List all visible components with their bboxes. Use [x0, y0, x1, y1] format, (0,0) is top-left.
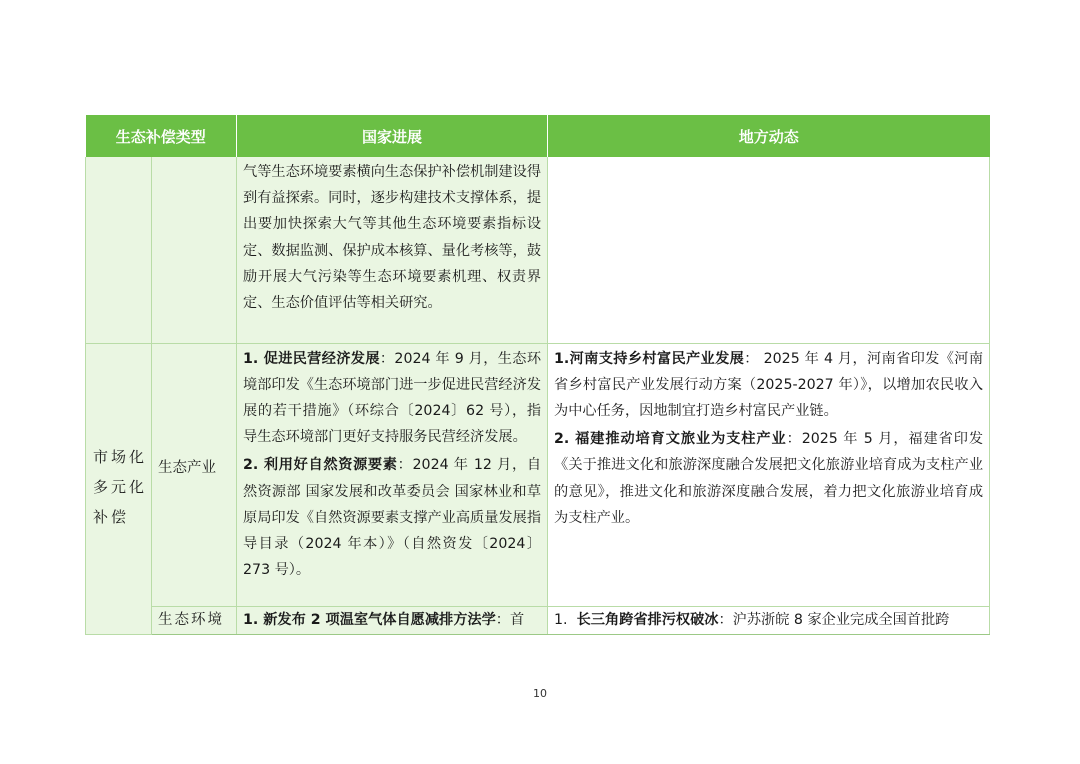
- national-item-1-body: ：2024 年 9 月，生态环境部印发《生态环境部门进一步促进民营经济发展的若干措施》（环综合〔2024〕62 号），指导生态环境部门更好支持服务民营经济发展。: [243, 350, 542, 446]
- subtype-cell: [152, 606, 237, 634]
- national-item-2-title: 2. 利用好自然资源要素: [243, 457, 398, 474]
- national-item-2: [237, 450, 547, 583]
- header-national-progress: 国家进展: [237, 115, 548, 157]
- table-row: [86, 157, 990, 343]
- local-item-1: [548, 344, 989, 425]
- category-cell-empty: [86, 157, 152, 343]
- local-cell: [548, 606, 990, 634]
- local-cell: [548, 343, 990, 606]
- page-number: 10: [533, 687, 547, 700]
- header-compensation-type: 生态补偿类型: [86, 115, 237, 157]
- category-cell: [86, 343, 152, 634]
- subtype-cell-empty: [152, 157, 237, 343]
- national-cell: [237, 157, 548, 343]
- national-text: 气等生态环境要素横向生态保护补偿机制建设得到有益探索。同时，逐步构建技术支撑体系，提出要加快探索大气等其他生态环境要素指标设定、数据监测、保护成本核算、量化考核等，鼓励开展大气污染等生态环境要素机理、权责界定、生态价值评估等相关研究。: [243, 164, 542, 312]
- subtype-cell: [152, 343, 237, 606]
- table-row: [86, 343, 990, 606]
- table-row: [86, 606, 990, 634]
- local-item-1-title: 1.河南支持乡村富民产业发展: [554, 350, 745, 367]
- local-item-2: [548, 424, 989, 531]
- subtype-label: 生态产业: [158, 459, 216, 476]
- national-item-1-title: 1. 新发布 2 项温室气体自愿减排方法学: [243, 611, 496, 628]
- national-item-1-body: ：首: [495, 611, 525, 628]
- subtype-label: 生态环境: [158, 611, 224, 628]
- national-cell: [237, 606, 548, 634]
- national-cell: [237, 343, 548, 606]
- national-item-2-body: ：2024 年 12 月，自然资源部 国家发展和改革委员会 国家林业和草原局印发《自然资源要素支撑产业高质量发展指导目录（2024 年本）》（自然资发〔2024〕273 号）。: [243, 457, 542, 579]
- header-local-updates: 地方动态: [548, 115, 990, 157]
- local-cell-empty: [548, 157, 990, 343]
- local-item-1-body: ：沪苏浙皖 8 家企业完成全国首批跨: [718, 611, 950, 628]
- category-label: 市场化多元化补偿: [93, 447, 148, 526]
- local-item-1-prefix: 1.: [554, 611, 568, 628]
- table-header-row: [86, 115, 990, 157]
- local-item-1-body: ： 2025 年 4 月，河南省印发《河南省乡村富民产业发展行动方案（2025-2027 年）》，以增加农民收入为中心任务，因地制宜打造乡村富民产业链。: [554, 350, 984, 419]
- local-item-2-title: 2. 福建推动培育文旅业为支柱产业: [554, 431, 787, 448]
- eco-compensation-table: [85, 115, 990, 635]
- national-item-1: [237, 344, 547, 451]
- national-item-1: [237, 607, 547, 633]
- local-item-2-body: ：2025 年 5 月，福建省印发《关于推进文化和旅游深度融合发展把文化旅游业培育成为支柱产业的意见》，推进文化和旅游深度融合发展，着力把文化旅游业培育成为支柱产业。: [554, 431, 984, 526]
- local-item-1-title: 长三角跨省排污权破冰: [576, 611, 719, 628]
- national-item-1-title: 1. 促进民营经济发展: [243, 350, 380, 367]
- local-item-1: [548, 607, 989, 633]
